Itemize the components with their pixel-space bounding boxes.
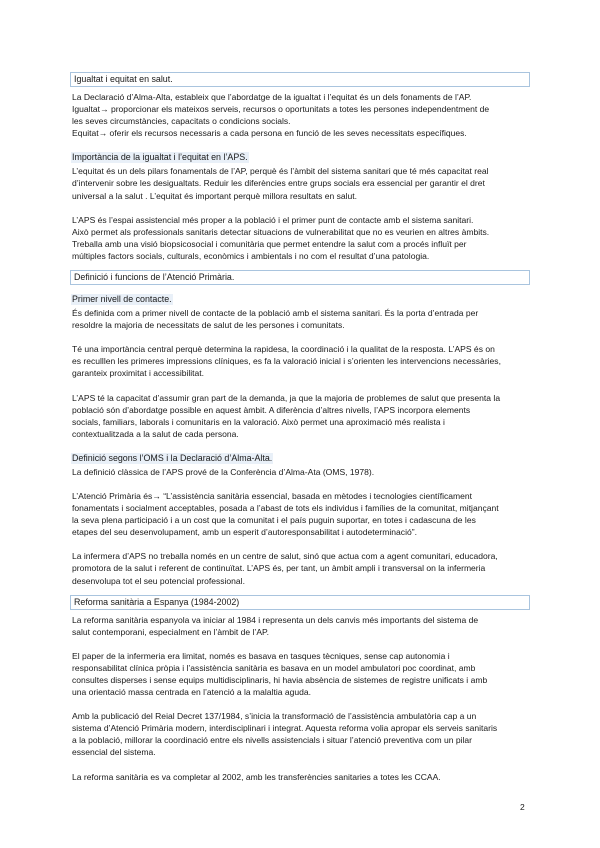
paragraph: Treballa amb una visió biopsicosocial i comunitària que permet entendre la salut com a procés influït per bbox=[72, 238, 467, 249]
paragraph: socials, familiars, laborals i comunitaris en la valoració. Això permet una aproximació més realista i bbox=[72, 416, 445, 427]
paragraph: d’intervenir sobre les desigualtats. Reduir les diferències entre grups socials era essencial per garantir el dret bbox=[72, 178, 485, 189]
paragraph: És definida com a primer nivell de contacte de la població amb el sistema sanitari. És la porta d’entrada per bbox=[72, 308, 479, 319]
paragraph: població són d’abordatge possible en aquest àmbit. A diferència d’altres nivells, l’APS incorpora elements bbox=[72, 404, 471, 415]
paragraph: La reforma sanitària espanyola va iniciar al 1984 i representa un dels canvis més importants del sistema de bbox=[72, 614, 479, 625]
paragraph: una orientació massa centrada en l’atenció a la malaltia aguda. bbox=[72, 687, 311, 698]
paragraph: La Declaració d’Alma-Alta, estableix que l’abordatge de la igualtat i l’equitat és un dels fonaments de l’AP. bbox=[72, 92, 472, 102]
document-page bbox=[72, 72, 532, 783]
page-number: 2 bbox=[520, 802, 525, 812]
paragraph: salut contemporani, especialment en l’àmbit de l’AP. bbox=[72, 626, 270, 637]
paragraph: resoldre la majoria de necessitats de salut de les persones i comunitats. bbox=[72, 320, 345, 331]
paragraph: L’APS té la capacitat d’assumir gran part de la demanda, ja que la majoria de problemes de salut que presenta la bbox=[72, 392, 501, 403]
paragraph: Això permet als professionals sanitaris detectar situacions de vulnerabilitat que no es veurien en altres àmbits. bbox=[72, 226, 490, 237]
paragraph: L’equitat és un dels pilars fonamentals de l’AP, perquè és l’àmbit del sistema sanitari que té més capacitat real bbox=[72, 166, 489, 177]
paragraph: La infermera d’APS no treballa només en un centre de salut, sinó que actua com a agent comunitari, educadora, bbox=[72, 551, 498, 562]
subheading-importancia: Importància de la igualtat i l’equitat en l’APS. bbox=[72, 152, 248, 163]
subheading-primer-nivell: Primer nivell de contacte. bbox=[72, 294, 172, 305]
paragraph: contextualitzada a la salut de cada persona. bbox=[72, 428, 239, 439]
paragraph: responsabilitat clínica pròpia i l’assistència sanitària es basava en un model ambulatori poc coordinat, amb bbox=[72, 662, 476, 673]
paragraph: desenvolupa tot el seu potencial professional. bbox=[72, 575, 245, 586]
paragraph: promotora de la salut i referent de continuïtat. L’APS és, per tant, un àmbit ampli i transversal on la infermeria bbox=[72, 563, 486, 574]
paragraph: La reforma sanitària es va completar al 2002, amb les transferències sanitaries a totes les CCAA. bbox=[72, 771, 441, 782]
paragraph: Igualtat→ proporcionar els mateixos serveis, recursos o oportunitats a totes les persones independentment de bbox=[72, 104, 490, 115]
paragraph: etapes del seu desenvolupament, amb un esperit d’autoresponsabilitat i autodeterminació”. bbox=[72, 527, 417, 538]
section-heading-igualtat: Igualtat i equitat en salut. bbox=[70, 72, 530, 87]
paragraph: essencial del sistema. bbox=[72, 747, 156, 758]
paragraph: fonamentats i socialment acceptables, posada a l’abast de tots els individus i famílies de la comunitat, mitjançant bbox=[72, 503, 499, 514]
paragraph: a la població, millorar la coordinació entre els nivells assistencials i situar l’atenció preventiva com un pilar bbox=[72, 735, 472, 746]
paragraph: L’Atenció Primària és→ “L’assistència sanitària essencial, basada en mètodes i tecnologies científicament bbox=[72, 490, 473, 501]
paragraph: L’APS és l’espai assistencial més proper a la població i el primer punt de contacte amb el sistema sanitari. bbox=[72, 214, 474, 225]
paragraph: la seva plena participació i a un cost que la comunitat i el país puguin suportar, en totes i cadascuna de les bbox=[72, 515, 476, 526]
subheading-definicio-oms: Definició segons l’OMS i la Declaració d’Alma-Alta. bbox=[72, 452, 273, 463]
paragraph: Amb la publicació del Reial Decret 137/1984, s’inicia la transformació de l’assistència ambulatòria cap a un bbox=[72, 711, 477, 722]
paragraph: múltiples factors socials, culturals, econòmics i ambientals i no com el resultat d’una patologia. bbox=[72, 250, 430, 261]
section-heading-definicio: Definició i funcions de l’Atenció Primària. bbox=[70, 270, 530, 285]
paragraph: les seves circumstàncies, capacitats o condicions socials. bbox=[72, 116, 291, 127]
paragraph: La definició clàssica de l’APS prové de la Conferència d’Alma-Ata (OMS, 1978). bbox=[72, 466, 375, 477]
paragraph: garanteix proximitat i accessibilitat. bbox=[72, 368, 205, 379]
section-heading-reforma: Reforma sanitària a Espanya (1984-2002) bbox=[70, 595, 530, 610]
paragraph: sistema d’Atenció Primària modern, interdisciplinari i integrat. Aquesta reforma volia apropar els serveis sanitaris bbox=[72, 723, 498, 734]
paragraph: Equitat→ oferir els recursos necessaris a cada persona en funció de les seves necessitats específiques. bbox=[72, 128, 467, 139]
paragraph: Té una importància central perquè determina la rapidesa, la coordinació i la qualitat de la resposta. L’APS és on bbox=[72, 344, 495, 355]
paragraph: es reculllen les primeres impressions clíniques, es fa la valoració inicial i s’orienten les intervencions necessàries, bbox=[72, 356, 501, 367]
paragraph: El paper de la infermeria era limitat, només es basava en tasques tècniques, sense cap autonomia i bbox=[72, 650, 450, 661]
paragraph: consultes disperses i sense equips multidisciplinaris, hi havia absència de sistemes de registre unificats i amb bbox=[72, 675, 488, 685]
paragraph: universal a la salut . L’equitat és important perquè millora resultats en salut. bbox=[72, 190, 358, 201]
